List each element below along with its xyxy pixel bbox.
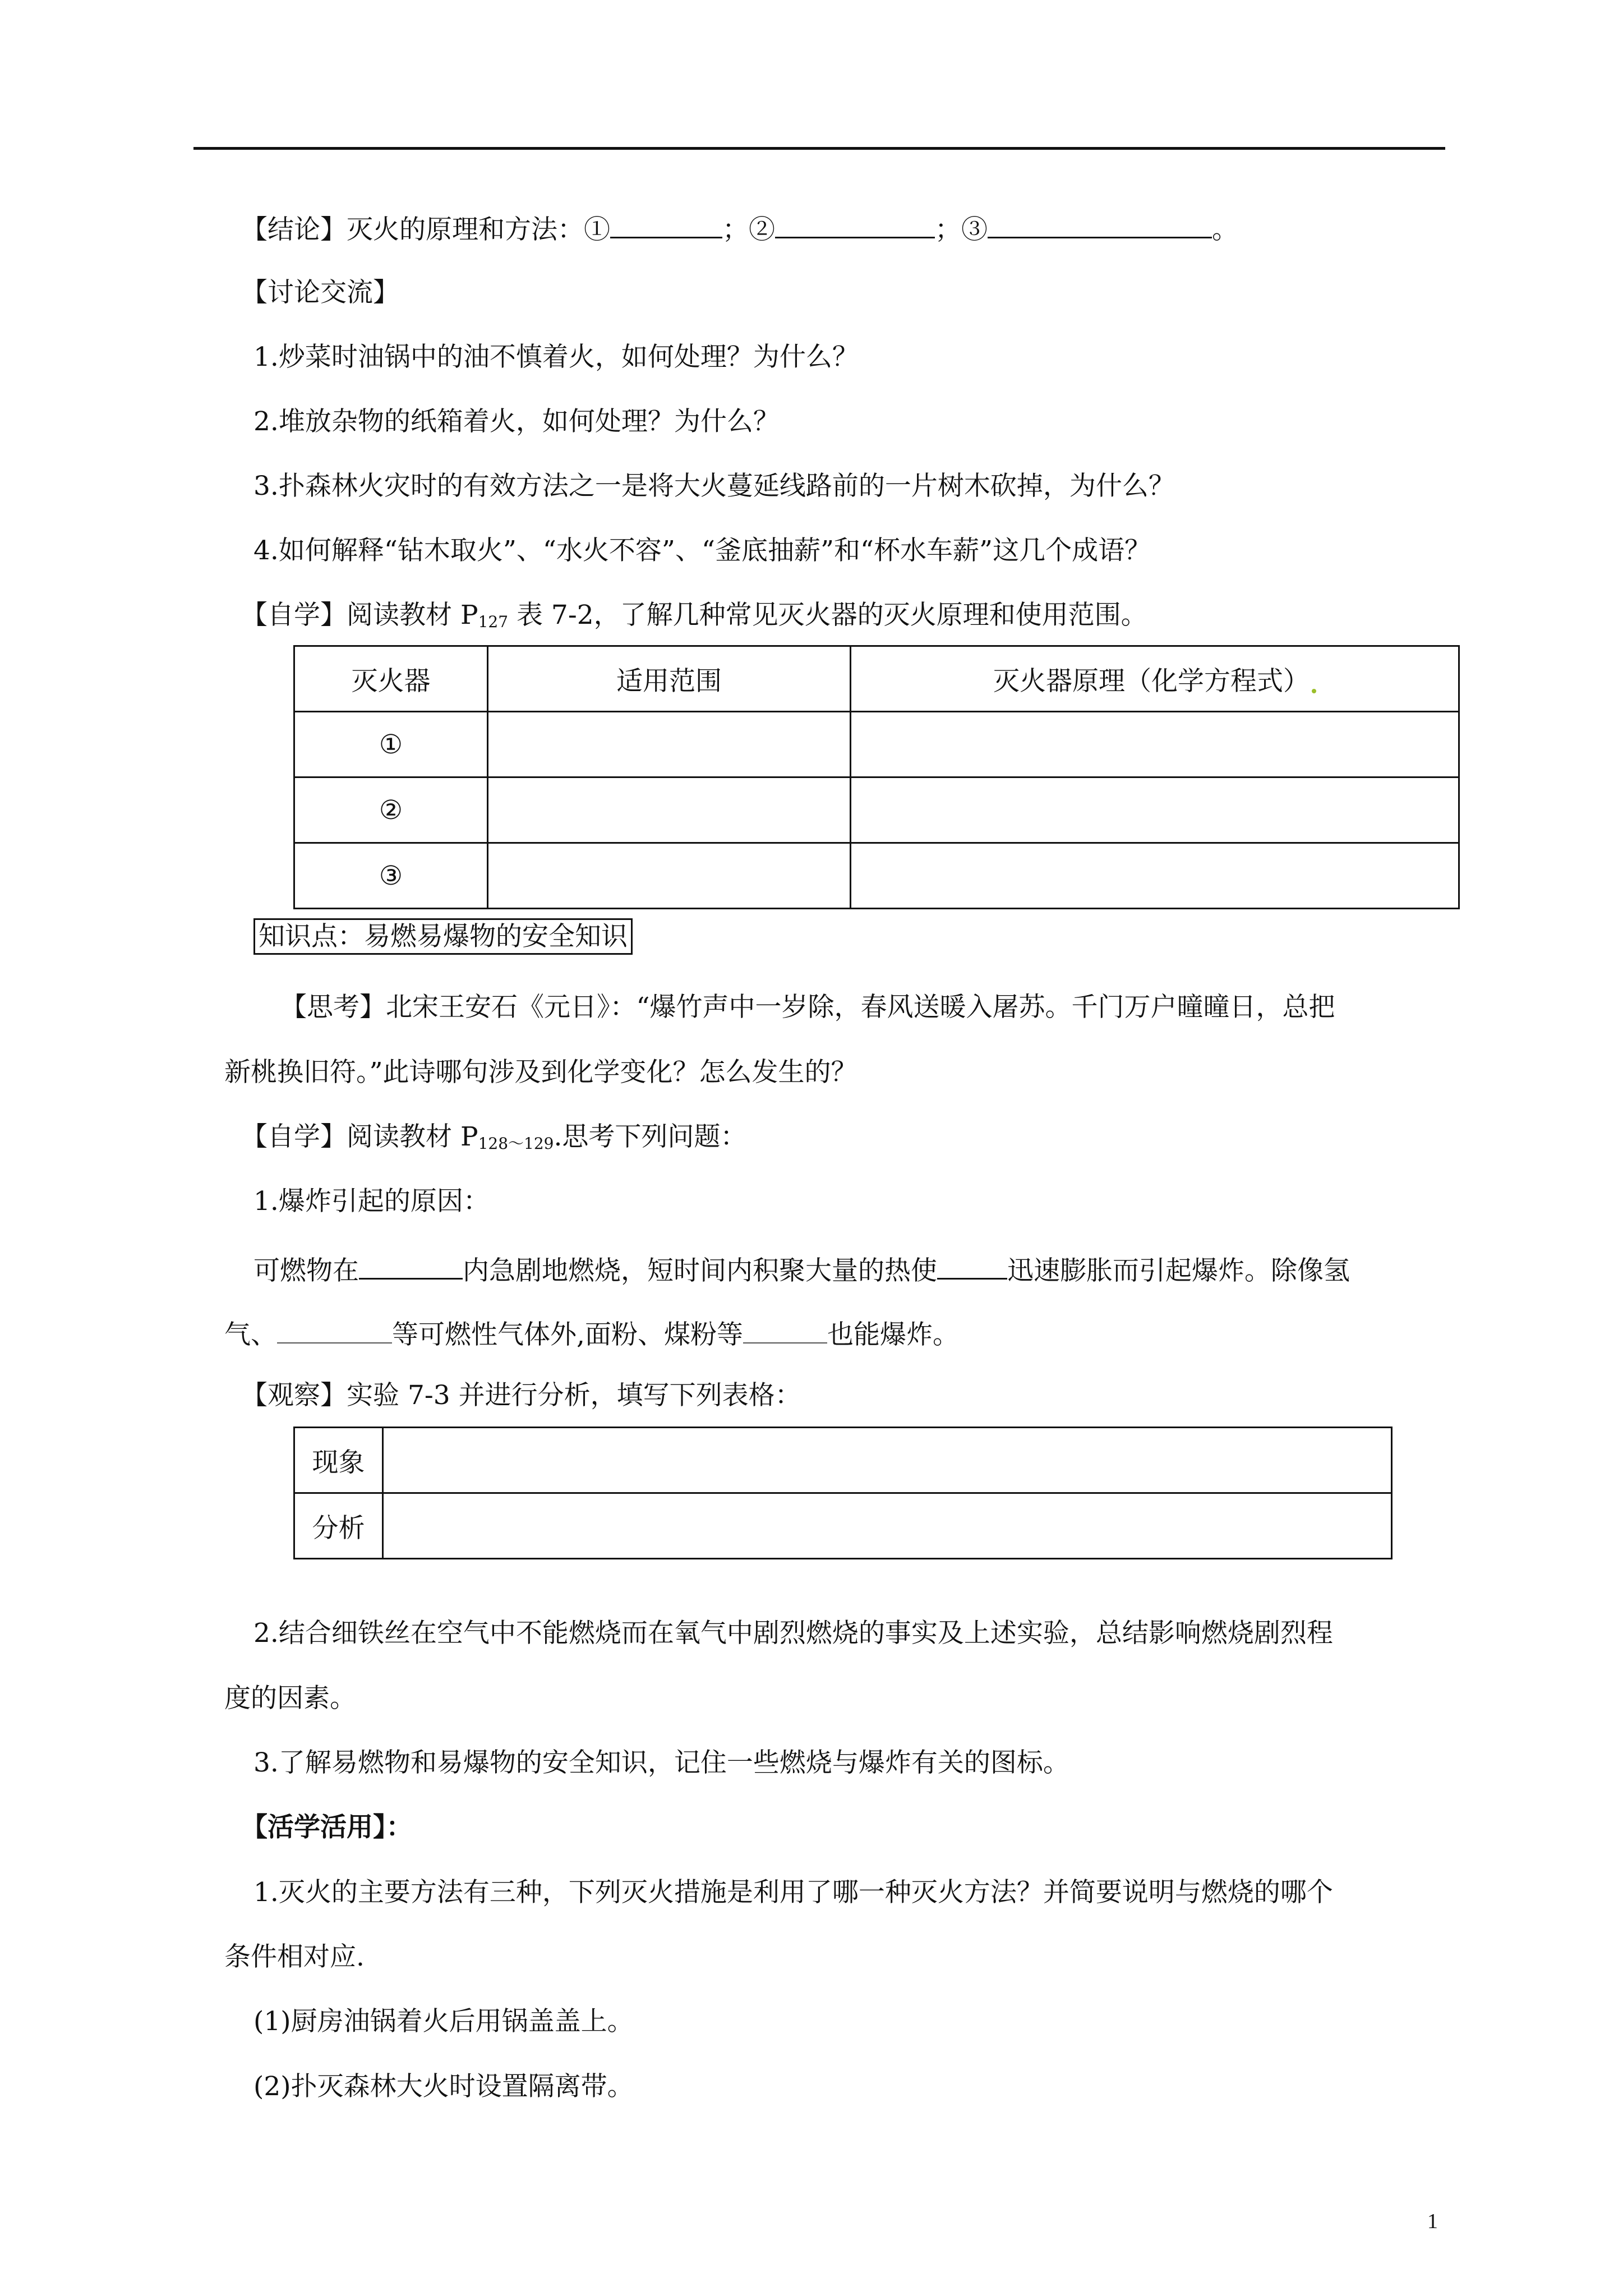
discussion-item-4: 4.如何解释“钻木取火”、“水火不容”、“釜底抽薪”和“杯水车薪”这几个成语？ <box>253 535 1151 566</box>
think-line-1: 【思考】北宋王安石《元日》：“爆竹声中一岁除，春风送暖入屠苏。千门万户曈曈日，总把 <box>280 992 1335 1023</box>
table-row <box>294 1493 1392 1559</box>
explosion-blank-4[interactable] <box>743 1314 827 1343</box>
table-cell-scope[interactable] <box>488 843 851 909</box>
table-header-extinguisher: 灭火器 <box>294 646 488 712</box>
explosion-blank-2[interactable] <box>937 1250 1007 1280</box>
conclusion-blank-1[interactable] <box>610 209 722 238</box>
apply-sub-1: (1)厨房油锅着火后用锅盖盖上。 <box>253 2006 634 2037</box>
explosion-line-1: 可燃物在 内急剧地燃烧，短时间内积聚大量的热使 迅速膨胀而引起爆炸。除像氢 <box>253 1250 1350 1288</box>
table-cell-scope[interactable] <box>488 777 851 843</box>
discussion-title: 【讨论交流】 <box>241 277 399 308</box>
explosion-blank-3[interactable] <box>277 1314 392 1343</box>
table-row <box>294 843 1459 909</box>
table-cell-analysis[interactable] <box>383 1493 1392 1559</box>
apply-sub-2: (2)扑灭森林大火时设置隔离带。 <box>253 2071 634 2102</box>
table-header-principle: 灭火器原理（化学方程式） <box>851 646 1459 712</box>
table-row <box>294 777 1459 843</box>
table-header-scope: 适用范围 <box>488 646 851 712</box>
knowledge-point: 知识点：易燃易爆物的安全知识 <box>253 920 633 954</box>
table-cell-phenomenon[interactable] <box>383 1428 1392 1493</box>
table-row <box>294 712 1459 777</box>
table-cell-scope[interactable] <box>488 712 851 777</box>
table-cell-principle[interactable] <box>851 712 1459 777</box>
think-line-2: 新桃换旧符。”此诗哪句涉及到化学变化？怎么发生的？ <box>224 1057 857 1088</box>
table-row-label: ③ <box>294 843 488 909</box>
observe-line: 【观察】实验 7-3 并进行分析，填写下列表格： <box>241 1380 801 1411</box>
header-rule <box>193 147 1445 150</box>
conclusion-blank-2[interactable] <box>775 209 935 238</box>
table-row-label: 现象 <box>294 1428 383 1493</box>
table-row-label: 分析 <box>294 1493 383 1559</box>
item-2-line-2: 度的因素。 <box>224 1683 356 1714</box>
conclusion-line: 【结论】灭火的原理和方法：① ；② ；③ 。 <box>241 209 1238 247</box>
table-cell-principle[interactable] <box>851 777 1459 843</box>
table-cell-principle[interactable] <box>851 843 1459 909</box>
apply-title: 【活学活用】： <box>241 1812 413 1843</box>
explosion-line-2: 气、 等可燃性气体外,面粉、煤粉等 也能爆炸。 <box>224 1314 959 1352</box>
apply-q1-line-2: 条件相对应. <box>224 1941 365 1972</box>
table-row-label: ② <box>294 777 488 843</box>
selfstudy-2: 【自学】阅读教材 $P_{128\sim 129}$.思考下列问题： <box>241 1121 747 1153</box>
discussion-item-1: 1.炒菜时油锅中的油不慎着火，如何处理？为什么？ <box>253 342 859 372</box>
page-number: 1 <box>1427 2210 1438 2233</box>
observation-table <box>293 1427 1393 1559</box>
table-row <box>294 1428 1392 1493</box>
discussion-item-3: 3.扑森林火灾时的有效方法之一是将大火蔓延线路前的一片树木砍掉，为什么？ <box>253 471 1175 501</box>
item-3: 3.了解易燃物和易爆物的安全知识，记住一些燃烧与爆炸有关的图标。 <box>253 1747 1069 1778</box>
selfstudy-1: 【自学】阅读教材 $P_{127}$ 表 7-2，了解几种常见灭火器的灭火原理和使用范围。 <box>241 600 1147 631</box>
conclusion-blank-3[interactable] <box>988 209 1212 238</box>
item-2-line-1: 2.结合细铁丝在空气中不能燃烧而在氧气中剧烈燃烧的事实及上述实验，总结影响燃烧剧烈程 <box>253 1618 1333 1649</box>
explosion-blank-1[interactable] <box>359 1250 463 1280</box>
explosion-heading: 1.爆炸引起的原因： <box>253 1186 490 1217</box>
discussion-item-2: 2.堆放杂物的纸箱着火，如何处理？为什么？ <box>253 406 780 437</box>
apply-q1-line-1: 1.灭火的主要方法有三种，下列灭火措施是利用了哪一种灭火方法？并简要说明与燃烧的哪个 <box>253 1877 1333 1908</box>
table-row-label: ① <box>294 712 488 777</box>
extinguisher-table <box>293 645 1460 909</box>
